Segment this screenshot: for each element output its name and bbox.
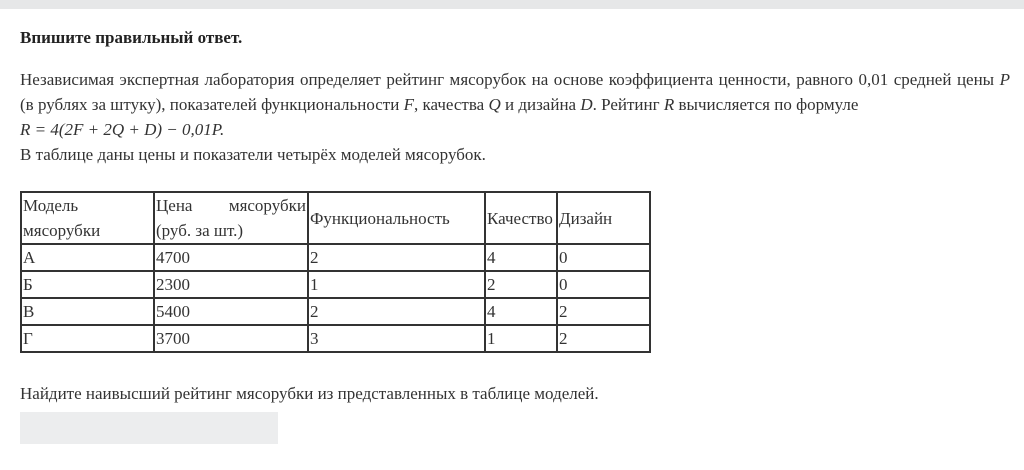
var-f: F: [403, 95, 414, 114]
table-row: [21, 244, 650, 271]
cell-design: 2: [557, 325, 650, 352]
problem-text-part: , качества: [413, 95, 489, 114]
formula-text: R = 4(2F + 2Q + D) − 0,01P.: [20, 120, 225, 139]
header-design: Дизайн: [557, 192, 650, 244]
header-price-line1: [156, 193, 306, 218]
answer-input[interactable]: [20, 412, 278, 444]
cell-design: 0: [557, 271, 650, 298]
cell-model: Г: [21, 325, 154, 352]
header-model-line1: Модель: [23, 196, 79, 215]
cell-quality: 4: [485, 298, 557, 325]
problem-text-part: (в рублях за штуку), показателей функциональности: [20, 95, 404, 114]
header-price-line2: (руб. за шт.): [156, 221, 244, 240]
problem-text-part: Независимая экспертная лаборатория определяет рейтинг мясорубок на основе коэффициента ценности, равного 0,01 средней цены: [20, 70, 1000, 89]
problem-statement: [20, 67, 1010, 117]
table-intro: В таблице даны цены и показатели четырёх моделей мясорубок.: [20, 145, 486, 164]
cell-model: В: [21, 298, 154, 325]
cell-model: Б: [21, 271, 154, 298]
task-content: [20, 26, 1010, 423]
cell-price: 4700: [154, 244, 308, 271]
var-q: Q: [488, 95, 501, 114]
data-table: [20, 191, 651, 353]
cell-func: 2: [308, 298, 485, 325]
formula: [20, 117, 1010, 142]
header-price-word1: Цена: [156, 196, 193, 215]
top-bar: [0, 0, 1024, 9]
cell-quality: 2: [485, 271, 557, 298]
cell-model: А: [21, 244, 154, 271]
table-row: [21, 325, 650, 352]
table-row: [21, 271, 650, 298]
question-text: Найдите наивысший рейтинг мясорубки из представленных в таблице моделей.: [20, 384, 599, 403]
table-row: [21, 298, 650, 325]
cell-func: 1: [308, 271, 485, 298]
cell-func: 2: [308, 244, 485, 271]
var-p: P: [999, 70, 1010, 89]
cell-price: 3700: [154, 325, 308, 352]
header-func: Функциональность: [308, 192, 485, 244]
header-price: [154, 192, 308, 244]
problem-text: [20, 67, 1010, 167]
problem-text-part: . Рейтинг: [592, 95, 664, 114]
header-quality: Качество: [485, 192, 557, 244]
header-model: [21, 192, 154, 244]
var-r: R: [663, 95, 675, 114]
var-d: D: [580, 95, 593, 114]
cell-quality: 1: [485, 325, 557, 352]
cell-quality: 4: [485, 244, 557, 271]
cell-func: 3: [308, 325, 485, 352]
task-instruction: Впишите правильный ответ.: [20, 28, 243, 47]
header-price-word2: мясорубки: [228, 196, 306, 215]
cell-design: 0: [557, 244, 650, 271]
header-model-line2: мясорубки: [23, 221, 101, 240]
cell-design: 2: [557, 298, 650, 325]
problem-text-part: и дизайна: [500, 95, 581, 114]
cell-price: 2300: [154, 271, 308, 298]
problem-text-part: вычисляется по формуле: [674, 95, 859, 114]
table-header-row: [21, 192, 650, 244]
cell-price: 5400: [154, 298, 308, 325]
